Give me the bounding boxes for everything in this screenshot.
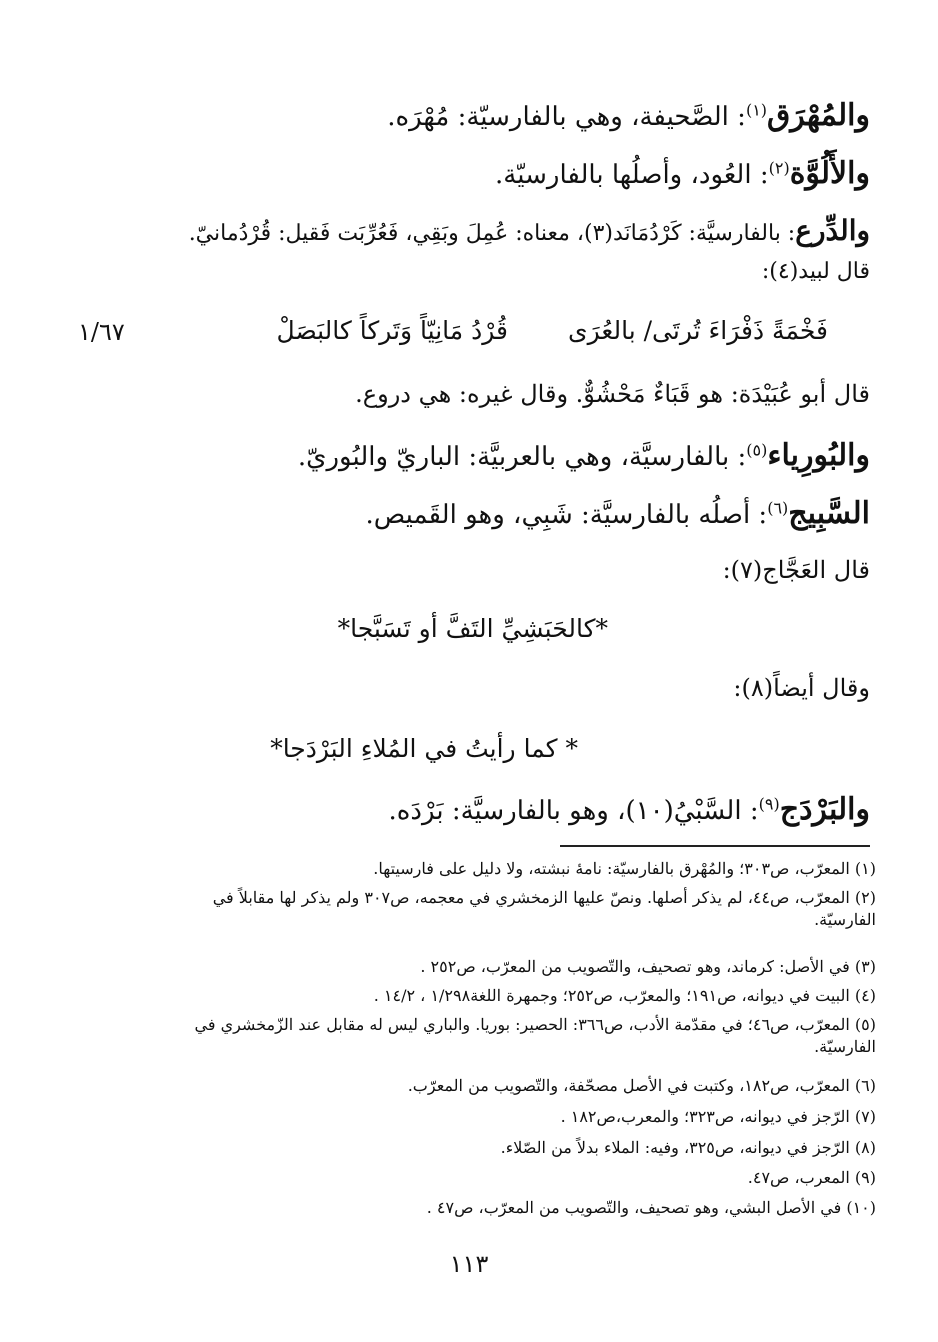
footnote: (٦) المعرّب، ص١٨٢، وكتبت في الأصل مصحّفة، والتّصويب من المعرّب. [407,1076,876,1095]
verse-hemistich-left: قُرْدُ مَانِيّاً وَتَركاً كالبَصَلْ [276,316,508,345]
entry-text: : بالفارسيَّة، وهي بالعربيَّة: الباريّ والبُوريّ. [297,442,747,472]
labid-intro: قال لبيد(٤): [761,259,870,284]
entry-head: والبَرْدَج [779,792,870,827]
footnote-ref: (٦) [767,498,789,518]
footnote-ref: (١) [745,100,768,120]
footnote: (٩) المعرب، ص٤٧. [747,1168,876,1187]
footnote: (٢) المعرّب، ص٤٤، لم يذكر أصلها. ونصّ عليها الزمخشري في معجمه، ص٣٠٧ ولم يذكر لها مقابلاً في الفارسيّة. [212,888,876,929]
footnote: (١) المعرّب، ص٣٠٣؛ والمُهْرق بالفارسيّة: نامهٔ نبشته، ولا دليل على فارسيتها. [373,859,876,878]
footnote: (٣) في الأصل: كرماند، وهو تصحيف، والتّصويب من المعرّب، ص٢٥٢ . [420,957,876,976]
entry-head: والبُورِياء [767,438,870,473]
entry-head: والدِّرع [795,214,870,247]
footnote-ref: (٢) [768,158,790,178]
entry-head: السَّبِيج [788,496,870,531]
entry-bardaj [389,792,870,828]
footnote-ref: (٩) [758,794,780,814]
entry-head: والأَلُوَّة [789,156,870,191]
entry-head: والمُهْرَق [767,98,870,133]
entry-buriya [298,438,870,474]
entry-text: : السَّبْيُ(١٠)، وهو بالفارسيَّة: بَرْدَه. [388,796,759,826]
entry-text: : بالفارسيَّة: كَرْدُمَانَد(٣)، معناه: عُمِلَ وبَقِي، فَعُرِّبَت فَقيل: قُرْدُمانيّ. [188,221,796,246]
entry-text: : العُود، وأصلُها بالفارسيّة. [495,160,769,190]
footnote: (٤) البيت في ديوانه، ص١٩١؛ والمعرّب، ص٢٥٢؛ وجمهرة اللغة١/٢٩٨ ، ١٤/٢ . [373,986,876,1005]
also-intro: وقال أيضاً(٨): [733,674,870,702]
entry-sabij [366,496,870,532]
ajjaj-intro: قال العَجَّاج(٧): [722,556,870,584]
entry-text: : الصَّحيفة، وهي بالفارسيّة: مُهْرَه. [387,102,746,132]
verse-hemistich-right: فَخْمَةً ذَفْرَاءَ تُرتَى/ بالعُرَى [568,316,828,345]
page-number: ١١٣ [449,1250,489,1278]
footnote: (٧) الرّجز في ديوانه، ص٣٢٣؛ والمعرب،ص١٨٢ . [560,1107,876,1126]
verse-ajjaj-1: *كالحَبَشِيِّ التَفَّ أو تَسَبَّجا* [337,614,608,643]
footnote: (٥) المعرّب، ص٤٦؛ في مقدّمة الأدب، ص٣٦٦: الحصير: بوريا. والباري ليس له مقابل عند الزّمخشري في الفارسيّة. [194,1015,876,1056]
margin-reference: ١/٦٧ [78,318,125,346]
abu-ubayda-line: قال أبو عُبَيْدَة: هو قَبَاءٌ مَحْشُوٌّ. وقال غيره: هي دروع. [355,380,870,408]
entry-text: : أصلُه بالفارسيَّة: شَبِي، وهو القَميص. [365,500,768,530]
entry-mahraq [387,98,870,134]
verse-ajjaj-2: * كما رأيتُ في المُلاءِ البَرْدَجا* [270,734,578,763]
entry-aluwwa [495,156,870,192]
entry-dir [189,214,870,248]
footnote: (٨) الرّجز في ديوانه، ص٣٢٥، وفيه: الملاء بدلاً من الصّلاء. [500,1138,876,1157]
footnote-ref: (٥) [746,440,768,460]
footnote-separator [560,845,870,847]
footnote: (١٠) في الأصل البشي، وهو تصحيف، والتّصويب من المعرّب، ص٤٧ . [426,1198,876,1217]
